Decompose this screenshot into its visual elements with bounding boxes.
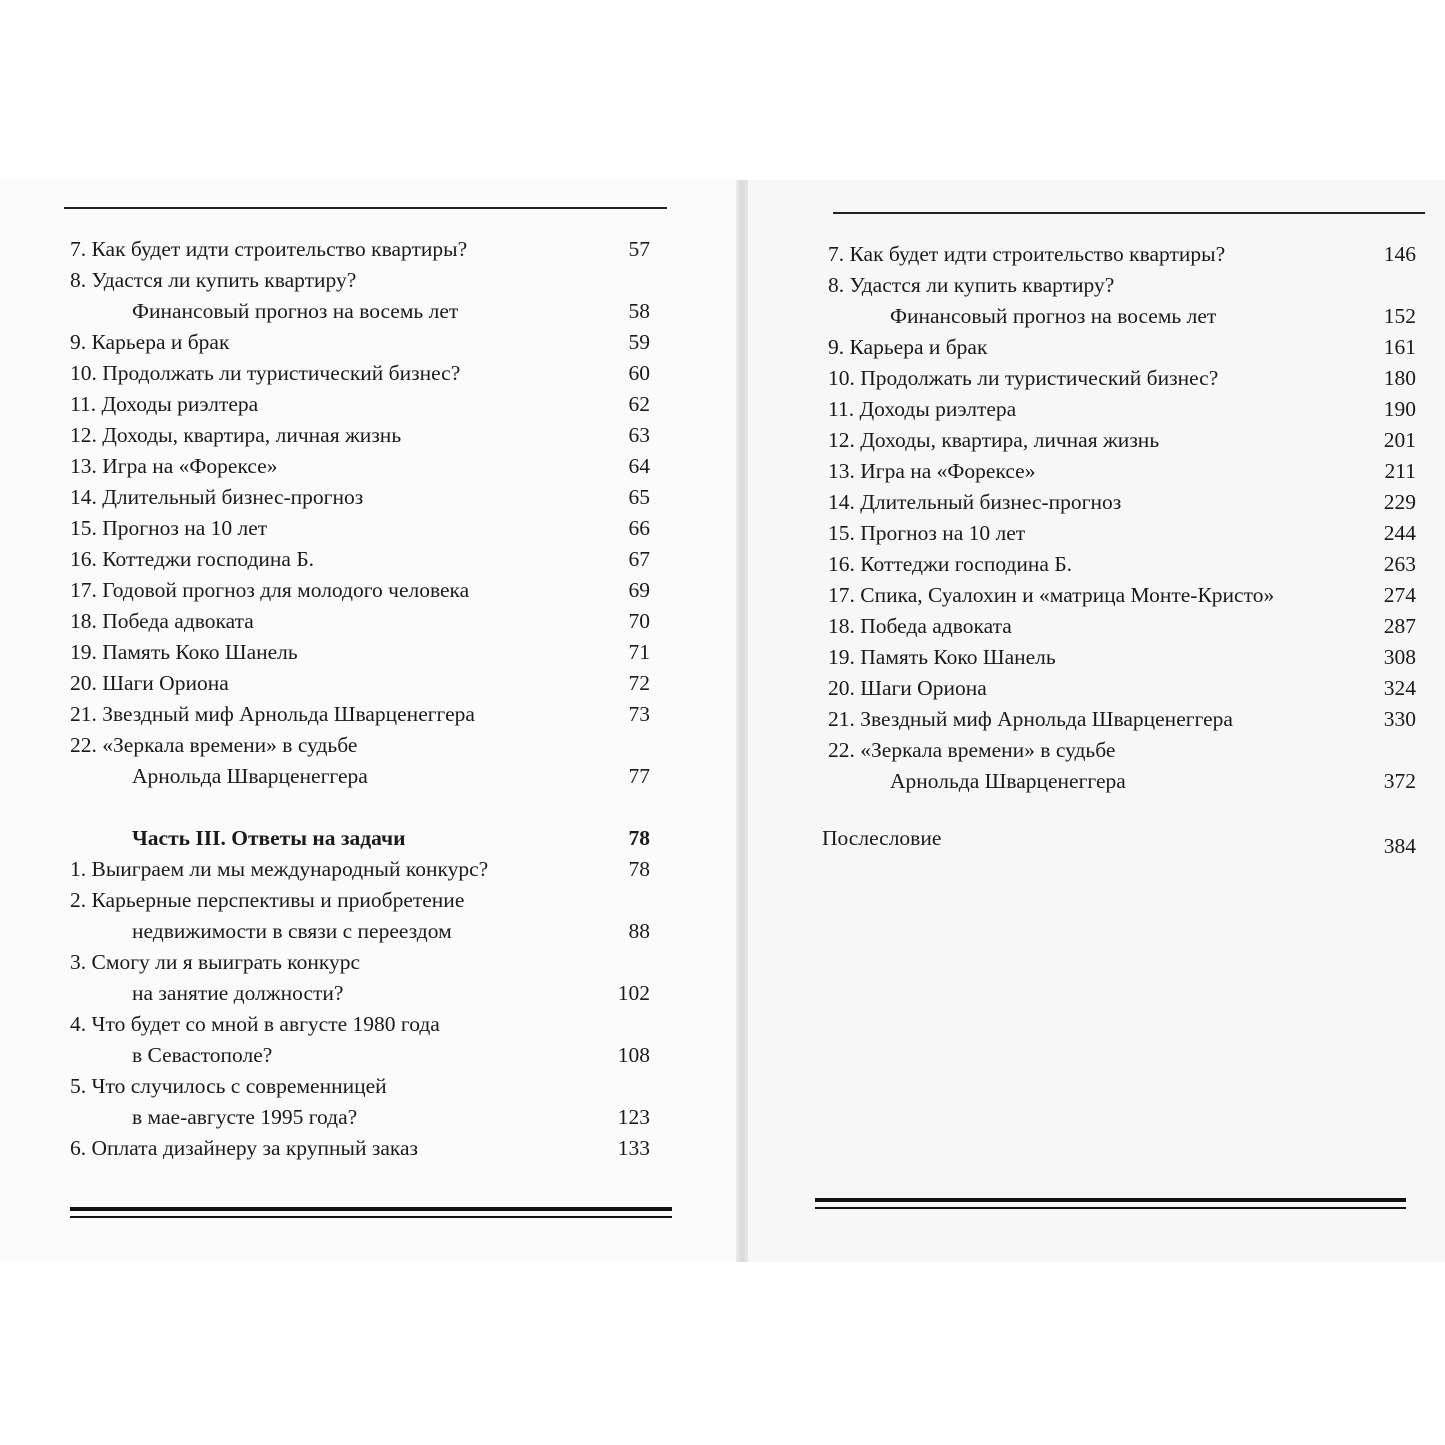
toc-entry <box>70 1133 650 1164</box>
toc-entry-title: недвижимости в связи с переездом <box>132 919 452 943</box>
toc-entry <box>70 885 650 916</box>
toc-entry <box>70 854 650 885</box>
toc-entry <box>70 358 650 389</box>
toc-entry <box>828 580 1416 611</box>
toc-entry-title: 11. Доходы риэлтера <box>828 397 1017 421</box>
toc-entry-title: Арнольда Шварценеггера <box>132 764 368 788</box>
toc-page-number: 263 <box>1383 552 1416 576</box>
toc-entry-title: 9. Карьера и брак <box>828 335 988 359</box>
toc-entry <box>70 1071 650 1102</box>
right-table-of-contents <box>822 239 1416 858</box>
toc-entry-title: 10. Продолжать ли туристический бизнес? <box>828 366 1219 390</box>
toc-entry <box>828 394 1416 425</box>
toc-entry <box>70 606 650 637</box>
toc-page-number: 66 <box>628 516 650 540</box>
section-heading <box>70 823 650 854</box>
toc-page-number: 57 <box>628 237 650 261</box>
toc-entry-title: 2. Карьерные перспективы и приобретение <box>70 888 465 912</box>
toc-entry-title: 21. Звездный миф Арнольда Шварценеггера <box>70 702 475 726</box>
toc-entry <box>70 761 650 792</box>
toc-entry-title: 12. Доходы, квартира, личная жизнь <box>828 428 1160 452</box>
toc-page-number: 161 <box>1383 335 1416 359</box>
toc-entry-title: 15. Прогноз на 10 лет <box>70 516 268 540</box>
toc-entry-title: 5. Что случилось с современницей <box>70 1074 387 1098</box>
toc-page-number: 59 <box>628 330 650 354</box>
toc-entry <box>70 978 650 1009</box>
toc-entry <box>828 363 1416 394</box>
toc-entry-title: 10. Продолжать ли туристический бизнес? <box>70 361 461 385</box>
section-title: Часть III. Ответы на задачи <box>132 826 406 850</box>
afterword-entry <box>822 823 1416 858</box>
toc-entry-title: 8. Удастся ли купить квартиру? <box>828 273 1115 297</box>
toc-page-number: 108 <box>617 1043 650 1067</box>
section-page-number: 78 <box>628 826 650 850</box>
afterword-title: Послесловие <box>822 826 942 850</box>
toc-entry-title: на занятие должности? <box>132 981 344 1005</box>
toc-entry <box>828 611 1416 642</box>
toc-entry-title: в мае-августе 1995 года? <box>132 1105 358 1129</box>
toc-entry <box>828 549 1416 580</box>
toc-entry-title: 19. Память Коко Шанель <box>70 640 298 664</box>
toc-entry-title: 22. «Зеркала времени» в судьбе <box>828 738 1116 762</box>
toc-page-number: 330 <box>1383 707 1416 731</box>
toc-page-number: 78 <box>628 857 650 881</box>
left-bottom-rule <box>70 1207 672 1218</box>
toc-entry <box>828 766 1416 797</box>
toc-entry <box>828 487 1416 518</box>
toc-page-number: 73 <box>628 702 650 726</box>
toc-page-number: 201 <box>1383 428 1416 452</box>
toc-page-number: 63 <box>628 423 650 447</box>
toc-entry <box>828 425 1416 456</box>
toc-page-number: 65 <box>628 485 650 509</box>
toc-entry <box>70 1102 650 1133</box>
toc-entry-title: Финансовый прогноз на восемь лет <box>132 299 459 323</box>
toc-entry-title: 17. Спика, Суалохин и «матрица Монте-Кристо» <box>828 583 1275 607</box>
toc-entry <box>828 332 1416 363</box>
toc-entry-title: 20. Шаги Ориона <box>70 671 229 695</box>
toc-page-number: 88 <box>628 919 650 943</box>
toc-page-number: 72 <box>628 671 650 695</box>
toc-entry <box>70 296 650 327</box>
toc-entry <box>70 1009 650 1040</box>
toc-entry-title: 14. Длительный бизнес-прогноз <box>828 490 1122 514</box>
toc-entry-title: 3. Смогу ли я выиграть конкурс <box>70 950 361 974</box>
toc-page-number: 244 <box>1383 521 1416 545</box>
left-top-rule <box>64 207 667 209</box>
toc-entry <box>70 668 650 699</box>
toc-entry <box>828 301 1416 332</box>
toc-entry-title: в Севастополе? <box>132 1043 273 1067</box>
toc-entry <box>70 482 650 513</box>
toc-page-number: 71 <box>628 640 650 664</box>
toc-page-number: 146 <box>1383 242 1416 266</box>
right-top-rule <box>833 212 1425 214</box>
toc-entry-title: 9. Карьера и брак <box>70 330 230 354</box>
toc-entry <box>70 389 650 420</box>
toc-page-number: 372 <box>1383 769 1416 793</box>
toc-entry-title: 22. «Зеркала времени» в судьбе <box>70 733 358 757</box>
toc-entry <box>70 451 650 482</box>
toc-entry <box>70 234 650 265</box>
toc-page-number: 60 <box>628 361 650 385</box>
toc-entry <box>70 1040 650 1071</box>
toc-page-number: 308 <box>1383 645 1416 669</box>
toc-entry-title: 7. Как будет идти строительство квартиры? <box>828 242 1226 266</box>
toc-entry-title: 13. Игра на «Форексе» <box>70 454 278 478</box>
toc-entry <box>70 544 650 575</box>
toc-entry-title: 20. Шаги Ориона <box>828 676 987 700</box>
toc-entry-title: 18. Победа адвоката <box>70 609 254 633</box>
toc-entry-title: 21. Звездный миф Арнольда Шварценеггера <box>828 707 1233 731</box>
toc-page-number: 64 <box>628 454 650 478</box>
toc-page-number: 274 <box>1383 583 1416 607</box>
book-gutter <box>736 180 748 1262</box>
toc-entry-title: 6. Оплата дизайнеру за крупный заказ <box>70 1136 419 1160</box>
toc-entry-title: Финансовый прогноз на восемь лет <box>890 304 1217 328</box>
toc-page-number: 324 <box>1383 676 1416 700</box>
toc-page-number: 229 <box>1383 490 1416 514</box>
toc-entry-title: 13. Игра на «Форексе» <box>828 459 1036 483</box>
toc-entry-title: 4. Что будет со мной в августе 1980 года <box>70 1012 440 1036</box>
toc-entry <box>828 642 1416 673</box>
toc-entry <box>828 673 1416 704</box>
toc-entry <box>70 699 650 730</box>
toc-entry-title: Арнольда Шварценеггера <box>890 769 1126 793</box>
toc-entry <box>70 575 650 606</box>
toc-entry <box>828 704 1416 735</box>
toc-page-number: 70 <box>628 609 650 633</box>
toc-entry <box>70 947 650 978</box>
toc-entry-title: 7. Как будет идти строительство квартиры? <box>70 237 468 261</box>
toc-entry <box>70 420 650 451</box>
toc-entry <box>828 239 1416 270</box>
toc-page-number: 287 <box>1383 614 1416 638</box>
toc-entry <box>70 513 650 544</box>
toc-entry <box>828 270 1416 301</box>
toc-entry-title: 16. Коттеджи господина Б. <box>828 552 1073 576</box>
toc-entry <box>828 518 1416 549</box>
toc-entry <box>70 327 650 358</box>
toc-page-number: 102 <box>617 981 650 1005</box>
toc-entry-title: 8. Удастся ли купить квартиру? <box>70 268 357 292</box>
toc-entry <box>828 735 1416 766</box>
afterword-page-number: 384 <box>1383 834 1416 858</box>
toc-entry-title: 17. Годовой прогноз для молодого человека <box>70 578 470 602</box>
toc-page-number: 69 <box>628 578 650 602</box>
toc-page-number: 211 <box>1384 459 1416 483</box>
toc-page-number: 133 <box>617 1136 650 1160</box>
toc-page-number: 190 <box>1383 397 1416 421</box>
toc-entry-title: 14. Длительный бизнес-прогноз <box>70 485 364 509</box>
toc-page-number: 58 <box>628 299 650 323</box>
toc-entry <box>70 637 650 668</box>
toc-page-number: 180 <box>1383 366 1416 390</box>
right-bottom-rule <box>815 1198 1406 1209</box>
toc-entry-title: 19. Память Коко Шанель <box>828 645 1056 669</box>
toc-page-number: 62 <box>628 392 650 416</box>
toc-entry <box>70 916 650 947</box>
toc-entry-title: 1. Выиграем ли мы международный конкурс? <box>70 857 489 881</box>
toc-entry-title: 16. Коттеджи господина Б. <box>70 547 315 571</box>
toc-entry-title: 11. Доходы риэлтера <box>70 392 259 416</box>
left-table-of-contents <box>70 234 650 1164</box>
toc-entry <box>828 456 1416 487</box>
toc-page-number: 152 <box>1383 304 1416 328</box>
toc-page-number: 77 <box>628 764 650 788</box>
toc-entry <box>70 265 650 296</box>
toc-entry <box>70 730 650 761</box>
toc-page-number: 123 <box>617 1105 650 1129</box>
toc-entry-title: 12. Доходы, квартира, личная жизнь <box>70 423 402 447</box>
toc-entry-title: 15. Прогноз на 10 лет <box>828 521 1026 545</box>
toc-entry-title: 18. Победа адвоката <box>828 614 1012 638</box>
toc-page-number: 67 <box>628 547 650 571</box>
